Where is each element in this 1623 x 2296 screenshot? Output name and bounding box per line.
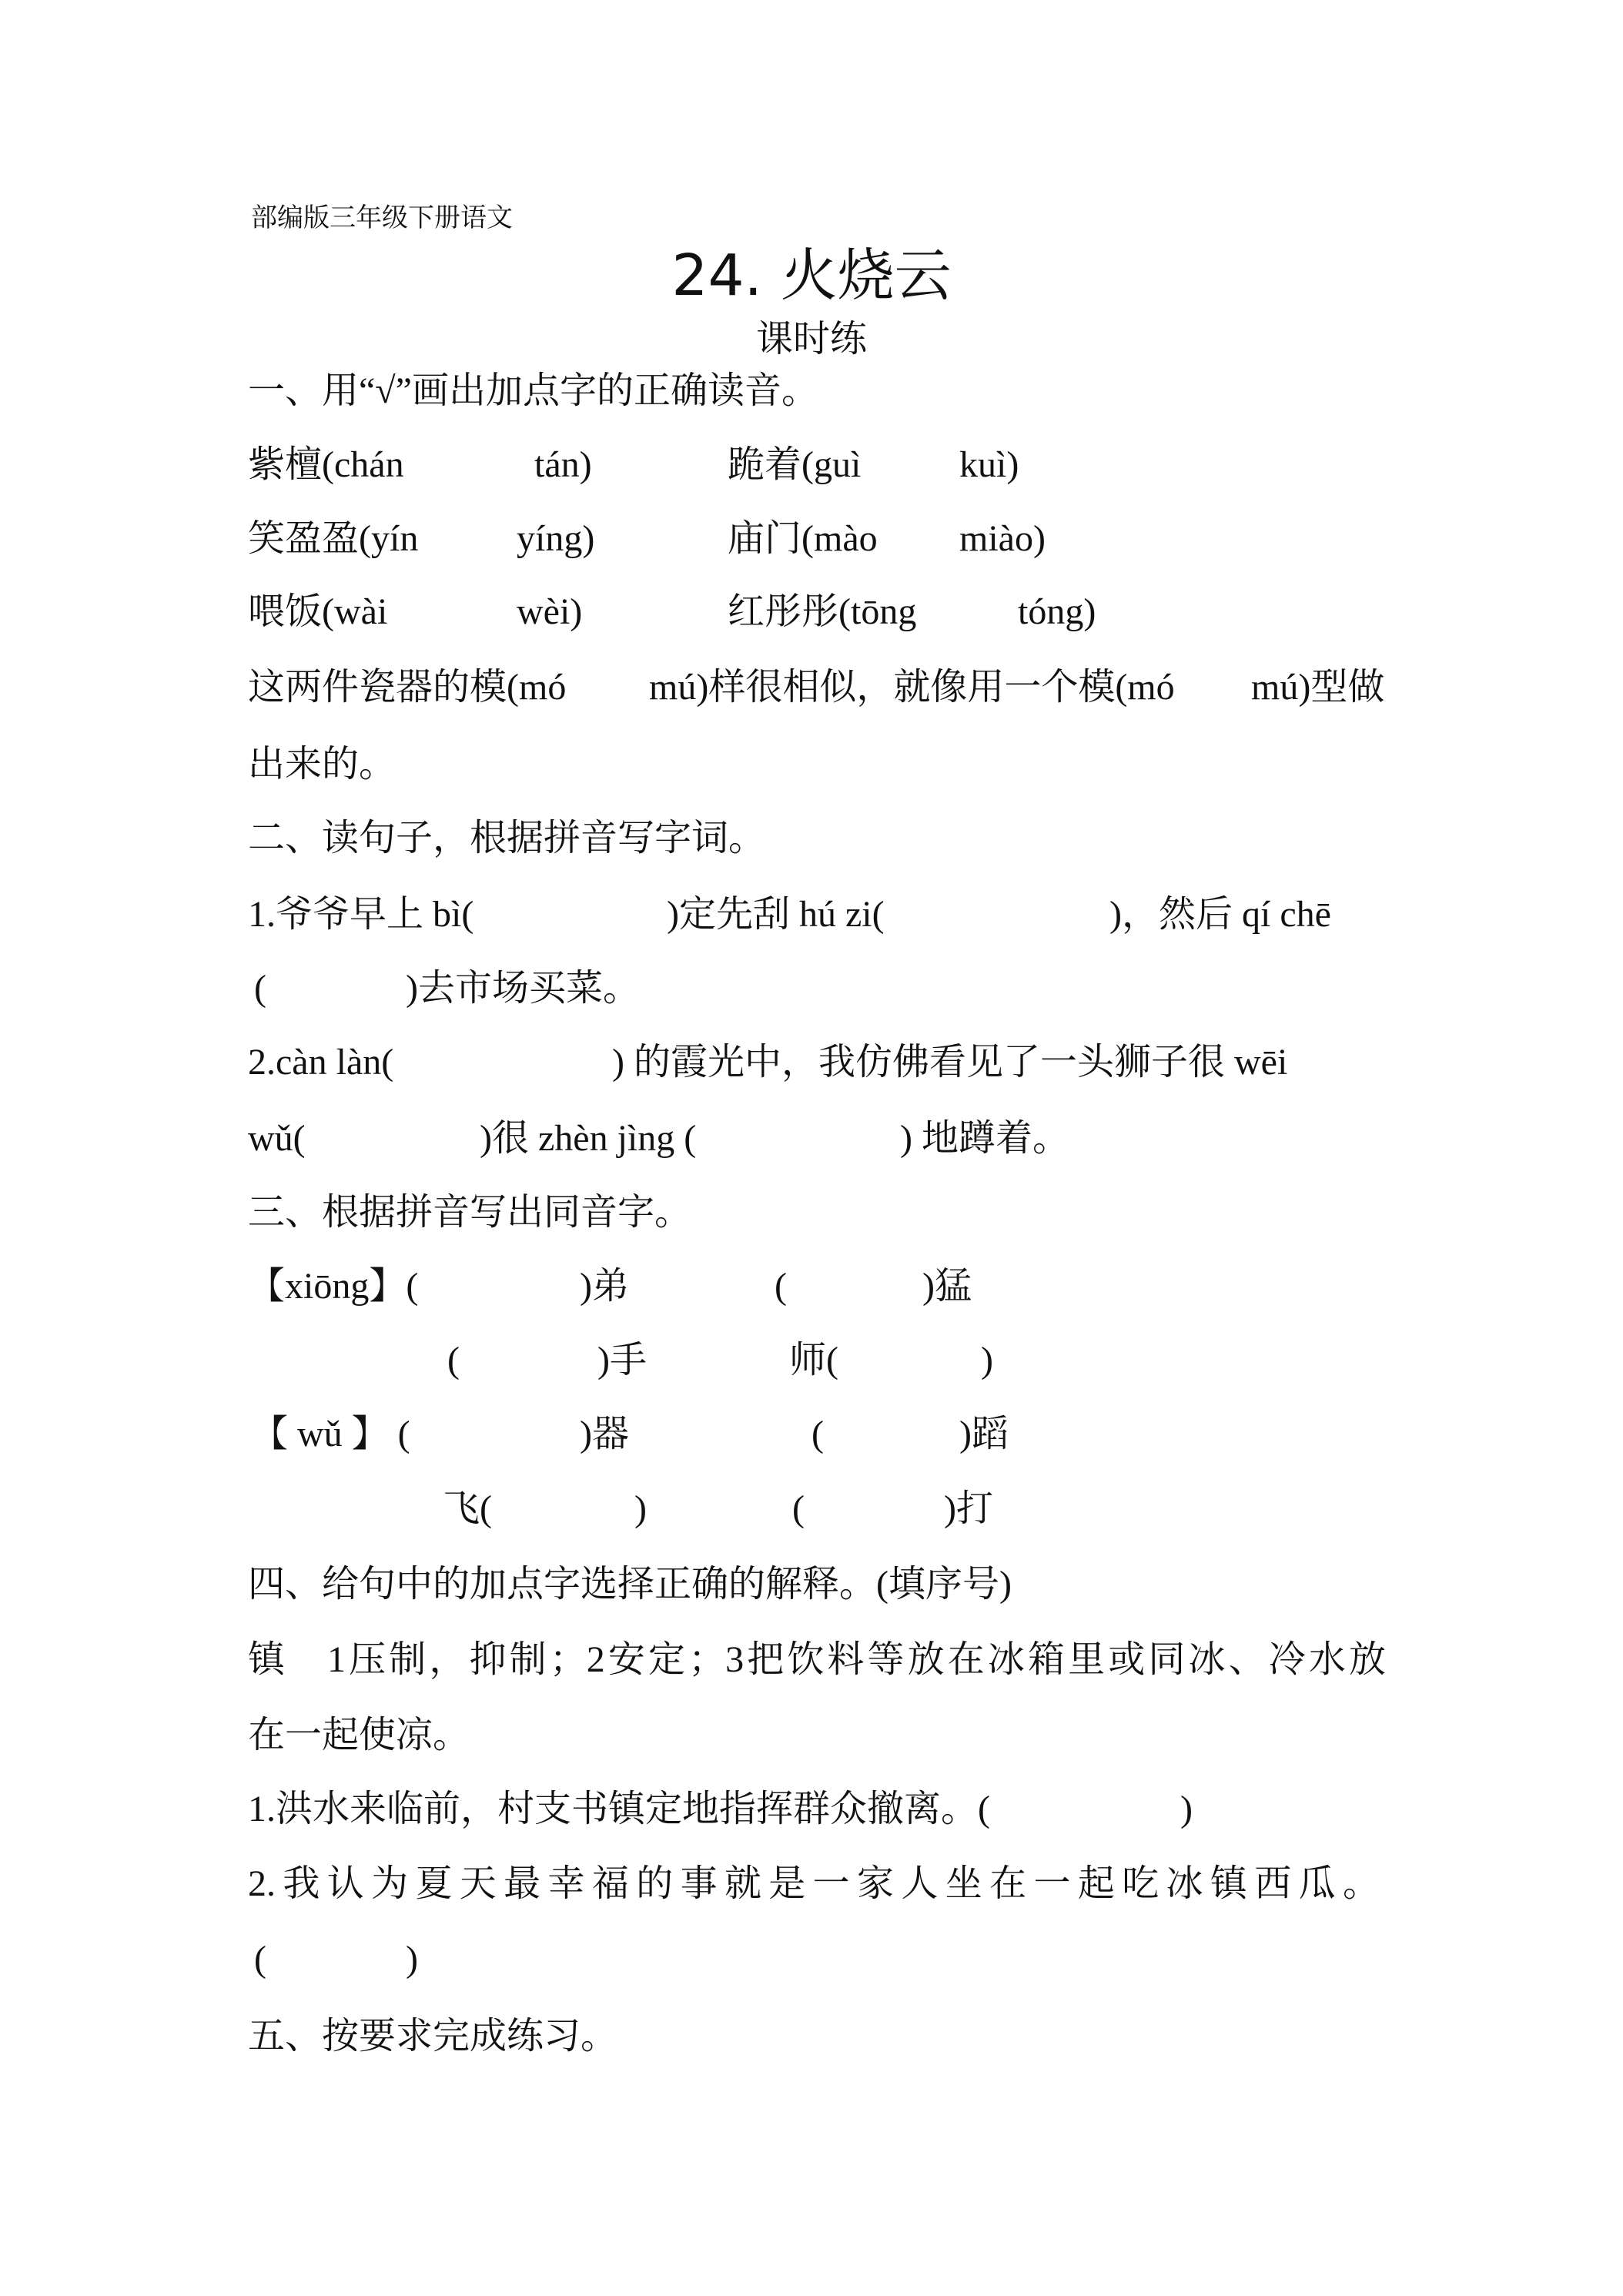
pronunciation-option: 红彤彤(tōng: [728, 591, 917, 632]
blank-close-paren: ): [981, 1340, 993, 1381]
blank-open-paren: (: [254, 1939, 266, 1980]
blank-close-paren: ): [634, 1488, 647, 1529]
blank-open-paren: (: [447, 1340, 460, 1381]
pronunciation-option: 紫檀(chán: [248, 444, 404, 485]
section3-heading: 三、根据拼音写出同音字。: [248, 1192, 692, 1233]
homophone-xiong-row-1: [0, 1263, 1623, 1310]
blank-close-paren: ): [406, 1939, 418, 1980]
pronunciation-row-2: [0, 516, 1623, 562]
question-4-1: [0, 1786, 1623, 1832]
pronunciation-option: yíng): [517, 518, 595, 559]
question-part: ) 的霞光中，我仿佛看见了一头狮子很 wēi: [612, 1042, 1288, 1083]
question-2-1-line-1: [0, 892, 1623, 938]
sentence-part: mú)型做: [1251, 667, 1385, 708]
pinyin-label: 【xiōng】(: [248, 1266, 419, 1307]
homophone-part: 师(: [789, 1340, 838, 1381]
pronunciation-option: 喂饭(wài: [248, 591, 388, 632]
section2-heading-row: [0, 815, 1623, 862]
blank-open-paren: (: [812, 1414, 824, 1454]
pronunciation-option: 笑盈盈(yín: [248, 518, 419, 559]
pronunciation-row-3: [0, 589, 1623, 635]
section5-heading-row: [0, 2013, 1623, 2060]
blank-close-paren: ): [1180, 1789, 1193, 1829]
target-character: 镇: [248, 1639, 286, 1680]
pronunciation-row-1: [0, 442, 1623, 488]
pronunciation-option: 跪着(guì: [728, 444, 862, 485]
homophone-part: )猛: [922, 1266, 972, 1307]
subject-label: 部编版三年级下册语文: [251, 204, 513, 233]
question-text: 2.我认为夏天最幸福的事就是一家人坐在一起吃冰镇西瓜。: [248, 1863, 1380, 1904]
question-4-2: [0, 1861, 1623, 1907]
pronunciation-option: tóng): [1018, 591, 1096, 632]
question-part: )去市场买菜。: [406, 968, 640, 1009]
question-2-1-line-2: [0, 966, 1623, 1012]
pronunciation-option: wèi): [517, 591, 583, 632]
homophone-part: )弟: [580, 1266, 629, 1307]
section1-heading: 一、用“√”画出加点字的正确读音。: [248, 370, 818, 411]
question-2-2-line-2: [0, 1116, 1623, 1162]
homophone-xiong-row-2: [0, 1337, 1623, 1384]
pinyin-label: 【 wǔ 】 (: [251, 1414, 410, 1454]
homophone-part: )器: [580, 1414, 629, 1454]
question-part: ) 地蹲着。: [900, 1118, 1069, 1159]
sentence-part: 出来的。: [248, 744, 397, 785]
homophone-part: )打: [944, 1488, 993, 1529]
homophone-wu-row-1: [0, 1411, 1623, 1458]
definition-line-cont: [0, 1712, 1623, 1759]
lesson-title: 24. 火烧云: [671, 243, 952, 309]
blank-open-paren: (: [254, 968, 266, 1009]
pronunciation-option: kuì): [959, 444, 1019, 485]
lesson-subtitle: 课时练: [755, 319, 867, 360]
question-text: 1.洪水来临前，村支书镇定地指挥群众撤离。(: [248, 1789, 990, 1829]
pronunciation-sentence-cont: [0, 741, 1623, 788]
section2-heading: 二、读句子，根据拼音写字词。: [248, 818, 766, 858]
blank-open-paren: (: [792, 1488, 805, 1529]
homophone-wu-row-2: [0, 1486, 1623, 1532]
sentence-part: 这两件瓷器的模(mó: [248, 667, 567, 708]
section4-heading: 四、给句中的加点字选择正确的解释。(填序号): [248, 1564, 1012, 1605]
definitions-text-cont: 在一起使凉。: [248, 1715, 470, 1755]
section4-heading-row: [0, 1561, 1623, 1608]
definitions-text: 1压制，抑制；2安定；3把饮料等放在冰箱里或同冰、冷水放: [327, 1639, 1386, 1680]
homophone-part: )手: [597, 1340, 647, 1381]
homophone-part: 飞(: [443, 1488, 492, 1529]
question-4-2-blank: [0, 1936, 1623, 1983]
blank-open-paren: (: [775, 1266, 787, 1307]
pronunciation-sentence: [0, 664, 1623, 711]
section1-heading-row: [0, 368, 1623, 414]
sentence-part: mú)样很相似，就像用一个模(mó: [649, 667, 1175, 708]
question-part: )很 zhèn jìng (: [480, 1118, 697, 1159]
question-part: 1.爷爷早上 bì(: [248, 894, 474, 935]
pronunciation-option: 庙门(mào: [728, 518, 878, 559]
question-part: )定先刮 hú zi(: [667, 894, 885, 935]
pronunciation-option: tán): [534, 444, 592, 485]
homophone-part: )蹈: [959, 1414, 1009, 1454]
definition-line: [0, 1637, 1623, 1683]
question-part: )，然后 qí chē: [1109, 894, 1331, 935]
question-part: wǔ(: [248, 1118, 306, 1159]
question-2-2-line-1: [0, 1039, 1623, 1086]
question-part: 2.càn làn(: [248, 1042, 394, 1083]
pronunciation-option: miào): [959, 518, 1046, 559]
section3-heading-row: [0, 1190, 1623, 1236]
section5-heading: 五、按要求完成练习。: [248, 2016, 618, 2057]
